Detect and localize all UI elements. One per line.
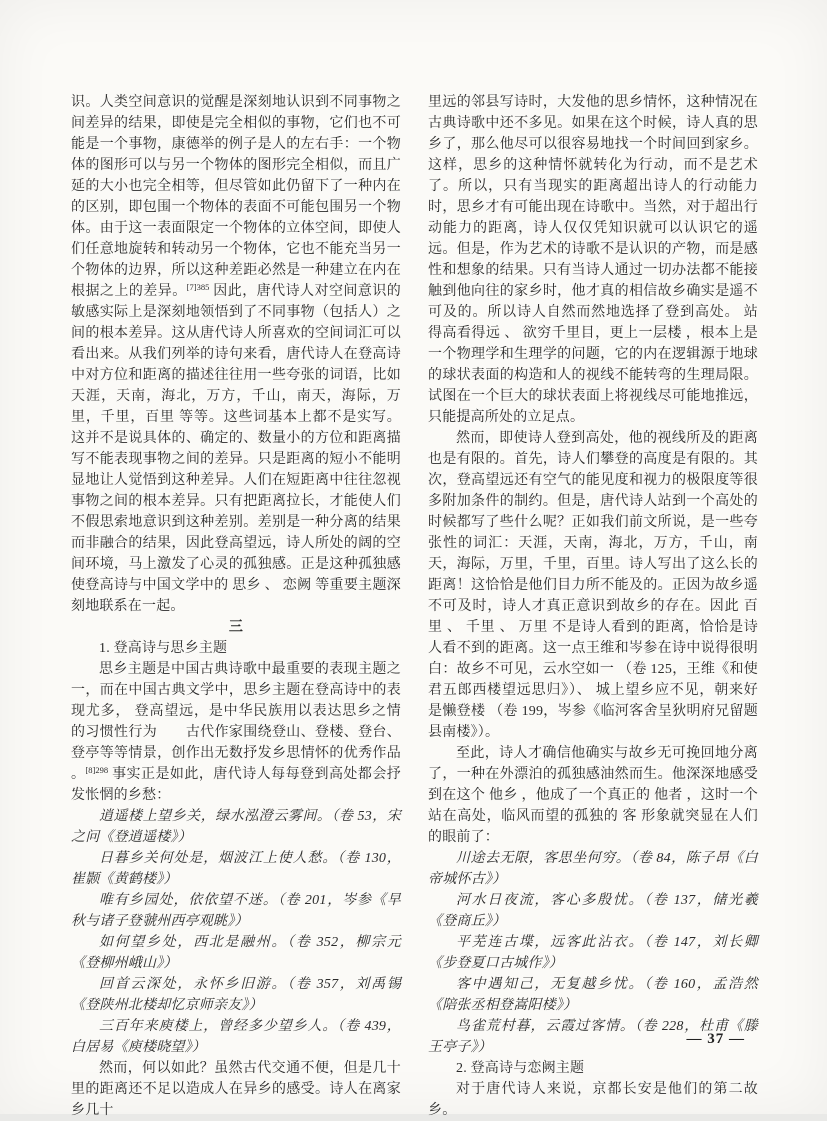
citation-ref: [8]298 — [85, 765, 109, 776]
paragraph: 然而，即使诗人登到高处，他的视线所及的距离也是有限的。首先，诗人们攀登的高度是有限的。其次，登高望远还有空气的能见度和视力的极限度等很多附加条件的制约。但是，唐代诗人站到一个高处的时候都写了些什么呢？正如我们前文所说，是一些夸张性的词汇：天涯，天南，海北，万方，千山，南天，海际，万里，千里，百里。诗人写出了这么长的距离！这恰恰是他们目力所不能及的。正因为故乡遥不可及时，诗人才真正意识到故乡的存在。因此 百里 、 千里 、 万里 不是诗人看到的距离，恰恰是诗人看不到的距离。这一点王维和岑参在诗中说得很明白：故乡不可见，云水空如一 （卷 125，王维《和使君五郎西楼望远思归》）、 城上望乡应不见，朝来好是懒登楼 （卷 199，岑参《临河客舍呈狄明府兄留题县南楼》）。 — [428, 431, 758, 740]
quote: 日暮乡关何处是，烟波江上使人愁。（卷 130，崔颢《黄鹤楼》） — [71, 851, 401, 887]
quote: 川途去无限，客思坐何穷。（卷 84，陈子昂《白帝城怀古》） — [428, 851, 758, 887]
quote: 平芜连古堞，远客此沾衣。（卷 147，刘长卿《步登夏口古城作》） — [428, 935, 758, 971]
section-heading: 三 — [228, 620, 244, 635]
text-columns — [71, 92, 758, 1118]
quote: 回首云深处，永怀乡旧游。（卷 357，刘禹锡《登陕州北楼却忆京师亲友》） — [71, 977, 401, 1013]
paragraph-continued: 识。人类空间意识的觉醒是深刻地认识到不同事物之间差异的结果，即使是完全相似的事物，它们也不可能是一个事物，康德举的例子是人的左右手：一个物体的图形可以与另一个物体的图形完全相似，而且广延的大小也完全相等，但尽管如此仍留下了一种内在的区别，即包围一个物体的表面不可能包围另一个物体。由于这一表面限定一个物体的立体空间，即使人们任意地旋转和转动另一个物体，它也不能充当另一个物体的边界，所以这种差距必然是一种建立在内在根据之上的差异。$^{[7]385}$ 因此，唐代诗人对空间意识的敏感实际上是深刻地领悟到了不同事物（包括人）之间的根本差异。这从唐代诗人所喜欢的空间词汇可以看出来。从我们列举的诗句来看，唐代诗人在登高诗中对方位和距离的描述往往用一些夸张的词语，比如 天涯，天南，海北，万方，千山，南天，海际，万里，千里，百里 等等。这些词基本上都不是实写。这并不是说具体的、确定的、数量小的方位和距离描写不能表现事物之间的差异。只是距离的短小不能明显地让人觉悟到这种差异。人们在短距离中往往忽视事物之间的根本差异。只有把距离拉长，才能使人们不假思索地意识到这种差别。差别是一种分离的结果而非融合的结果，因此登高望远，诗人所处的阔的空间环境，马上激发了心灵的孤独感。正是这种孤独感使登高诗与中国文学中的 思乡 、 恋阙 等重要主题深刻地联系在一起。 — [71, 95, 401, 614]
paragraph: 对于唐代诗人来说，京都长安是他们的第二故乡。 — [428, 1082, 758, 1118]
page-number: — 37 — — [686, 1031, 745, 1047]
right-column — [428, 92, 758, 1118]
quote: 三百年来庾楼上，曾经多少望乡人。（卷 439，白居易《庾楼晓望》） — [71, 1019, 401, 1055]
quote: 逍遥楼上望乡关，绿水泓澄云雾间。（卷 53，宋之问《登逍遥楼》） — [71, 809, 401, 845]
subheading: 1. 登高诗与思乡主题 — [99, 641, 228, 656]
paragraph: 然而，何以如此？虽然古代交通不便，但是几十里的距离还不足以造成人在异乡的感受。诗人在离家乡几十 — [71, 1061, 401, 1118]
subheading: 2. 登高诗与恋阙主题 — [456, 1061, 585, 1076]
quote: 河水日夜流，客心多殷忧。（卷 137，储光羲《登商丘》） — [428, 893, 758, 929]
citation-ref: [7]385 — [186, 282, 210, 293]
quote: 如何望乡处，西北是融州。（卷 352，柳宗元《登柳州峨山》） — [71, 935, 401, 971]
paragraph-continued: 里远的邻县写诗时，大发他的思乡情怀，这种情况在古典诗歌中还不多见。如果在这个时候，诗人真的思乡了，那么他尽可以很容易地找一个时间回到家乡。这样，思乡的这种情怀就转化为行动，而不是艺术了。所以，只有当现实的距离超出诗人的行动能力时，思乡才有可能出现在诗歌中。当然，对于超出行动能力的距离，诗人仅仅凭知识就可以认识它的遥远。但是，作为艺术的诗歌不是认识的产物，而是感性和想象的结果。只有当诗人通过一切办法都不能接触到他向往的家乡时，他才真的相信故乡确实是遥不可及的。所以诗人自然而然地选择了登到高处。 站得高看得远 、 欲穷千里目，更上一层楼 ，根本上是一个物理学和生理学的问题，它的内在逻辑源于地球的球状表面的构造和人的视线不能转弯的生理局限。试图在一个巨大的球状表面上将视线尽可能地推远，只能提高所处的立足点。 — [428, 95, 758, 425]
left-column — [71, 92, 402, 1118]
quote: 鸟雀荒村暮，云霞过客情。（卷 228，杜甫《滕王亭子》） — [428, 1019, 758, 1055]
quote: 唯有乡园处，依依望不迷。（卷 201，岑参《早秋与诸子登虢州西亭观眺》） — [71, 893, 401, 929]
paragraph: 至此，诗人才确信他确实与故乡无可挽回地分离了，一种在外漂泊的孤独感油然而生。他深深地感受到在这个 他乡 ，他成了一个真正的 他者 ，这时一个站在高处，临风而望的孤独的 客 形象就突显在人们的眼前了： — [428, 746, 758, 845]
paragraph: 思乡主题是中国古典诗歌中最重要的表现主题之一，而在中国古典文学中，思乡主题在登高诗中的表现尤多， 登高望远，是中华民族用以表达思乡之情的习惯性行为 古代作家围绕登山、登楼、登台、登亭等等情景，创作出无数抒发乡思情怀的优秀作品 。$^{[8]298}$ 事实正是如此，唐代诗人每每登到高处都会抒发怅惘的乡愁： — [71, 662, 402, 803]
quote: 客中遇知己，无复越乡忧。（卷 160，孟浩然《陪张丞相登嵩阳楼》） — [428, 977, 758, 1013]
